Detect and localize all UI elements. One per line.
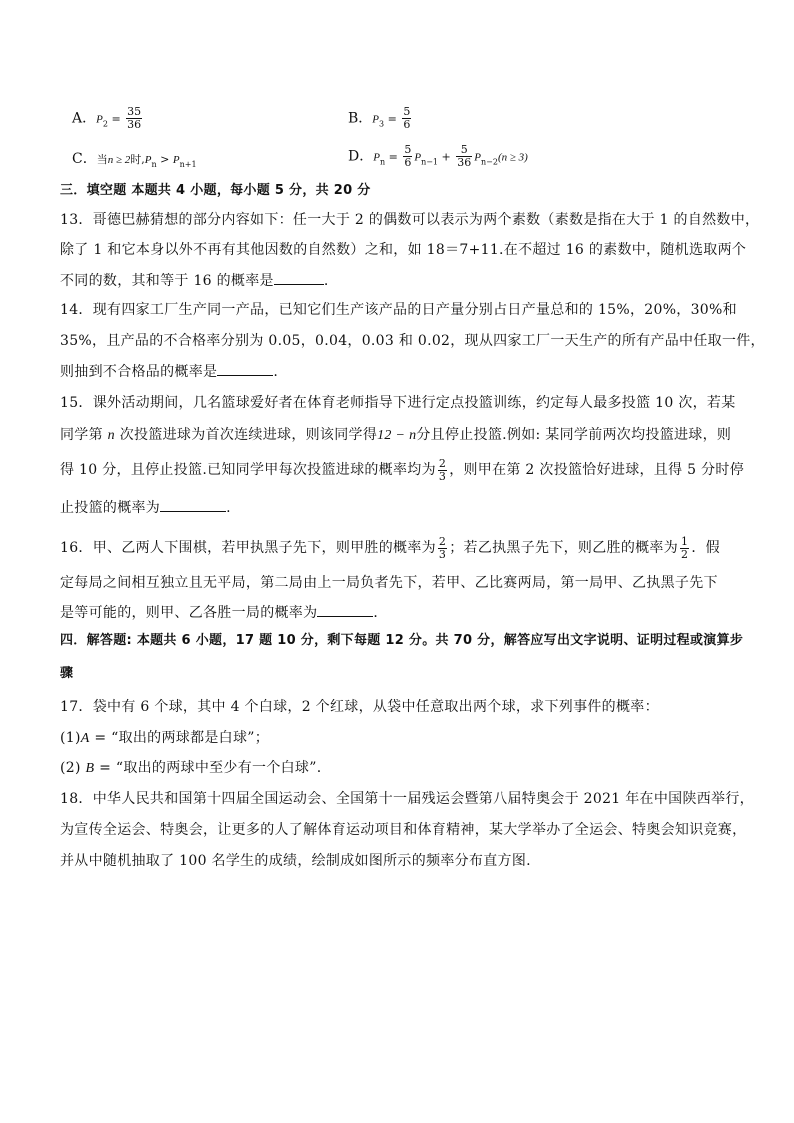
option-b: B．$P_3$ = $\frac{5}{6}$ xyxy=(348,105,411,131)
q17-line-1: 17．袋中有 6 个球，其中 4 个白球，2 个红球，从袋中任意取出两个球，求下列事件的概率： xyxy=(60,699,659,715)
q14-line-1: 14．现有四家工厂生产同一产品，已知它们生产该产品的日产量分别占日产量总和的 15%，20%，30%和 xyxy=(60,302,737,318)
q13-line-3: 不同的数，其和等于 16 的概率是 . xyxy=(60,270,329,291)
fraction: $\frac{5}{6}$ xyxy=(403,105,411,131)
q18-line-3: 并从中随机抽取了 100 名学生的成绩，绘制成如图所示的频率分布直方图. xyxy=(60,853,531,869)
section-heading-solutions-2: 骤 xyxy=(60,666,74,681)
option-c: C．当n ≥ 2时$,P_n > P_{n+1}$ xyxy=(72,151,197,169)
answer-blank[interactable] xyxy=(160,497,226,512)
fraction: $\frac{5}{6}$ xyxy=(404,143,412,169)
q13-line-1: 13．哥德巴赫猜想的部分内容如下：任一大于 2 的偶数可以表示为两个素数（素数是指在大于 1 的自然数中， xyxy=(60,212,760,228)
answer-blank[interactable] xyxy=(317,602,373,617)
fraction: $\frac{2}{3}$ xyxy=(438,456,447,483)
q15-line-4: 止投篮的概率为 . xyxy=(60,497,231,518)
fraction: $\frac{5}{36}$ xyxy=(457,143,472,169)
fraction: $\frac{1}{2}$ xyxy=(681,534,689,561)
q14-line-2: 35%，且产品的不合格率分别为 0.05，0.04，0.03 和 0.02，现从四家工厂一天生产的所有产品中任取一件， xyxy=(60,333,765,349)
q18-line-2: 为宣传全运会、特奥会，让更多的人了解体育运动项目和体育精神，某大学举办了全运会、特奥会知识竞赛， xyxy=(60,822,747,838)
q13-line-2: 除了 1 和它本身以外不再有其他因数的自然数）之和，如 18＝7+11.在不超过 16 的素数中，随机选取两个 xyxy=(60,242,747,258)
q17-part-1: (1)A = “取出的两球都是白球”； xyxy=(60,730,270,746)
option-d: D．$P_n$ = $\frac{5}{6}$ $P_{n-1}$ + $\frac{5}{36}$ $P_{n-2}(n \ge 3)$ xyxy=(348,143,528,169)
q16-line-2: 定每局之间相互独立且无平局，第二局由上一局负者先下，若甲、乙比赛两局，第一局甲、乙执黑子先下 xyxy=(60,575,718,591)
q15-line-2: 同学第 n 次投篮进球为首次连续进球，则该同学得12 − n分且停止投篮.例如: 某同学前两次均投篮进球，则 xyxy=(60,427,732,443)
q15-line-1: 15．课外活动期间，几名篮球爱好者在体育老师指导下进行定点投篮训练，约定每人最多投篮 10 次，若某 xyxy=(60,395,736,411)
q18-line-1: 18．中华人民共和国第十四届全国运动会、全国第十一届残运会暨第八届特奥会于 2021 年在中国陕西举行， xyxy=(60,791,754,807)
fraction: $\frac{2}{3}$ xyxy=(438,534,447,561)
q14-line-3: 则抽到不合格品的概率是 . xyxy=(60,361,278,382)
answer-blank[interactable] xyxy=(217,361,273,376)
section-heading-solutions-1: 四．解答题: 本题共 6 小题，17 题 10 分，剩下每题 12 分。共 70 分，解答应写出文字说明、证明过程或演算步 xyxy=(60,633,744,648)
answer-blank[interactable] xyxy=(274,270,324,285)
q15-line-3: 得 10 分，且停止投篮.已知同学甲每次投篮进球的概率均为 $\frac{2}{3}$ ，则甲在第 2 次投篮恰好进球，且得 5 分时停 xyxy=(60,456,745,483)
option-a: A．$P_2$ = $\frac{35}{36}$ xyxy=(72,105,142,131)
fraction: $\frac{35}{36}$ xyxy=(127,105,142,131)
q16-line-3: 是等可能的，则甲、乙各胜一局的概率为 ． xyxy=(60,602,388,623)
section-heading-fill-blank: 三．填空题 本题共 4 小题，每小题 5 分，共 20 分 xyxy=(60,183,371,198)
q17-part-2: (2) B = “取出的两球中至少有一个白球”. xyxy=(60,760,322,776)
q16-line-1: 16．甲、乙两人下围棋，若甲执黑子先下，则甲胜的概率为 $\frac{2}{3}$ ；若乙执黑子先下，则乙胜的概率为 $\frac{1}{2}$ ．假 xyxy=(60,534,720,561)
